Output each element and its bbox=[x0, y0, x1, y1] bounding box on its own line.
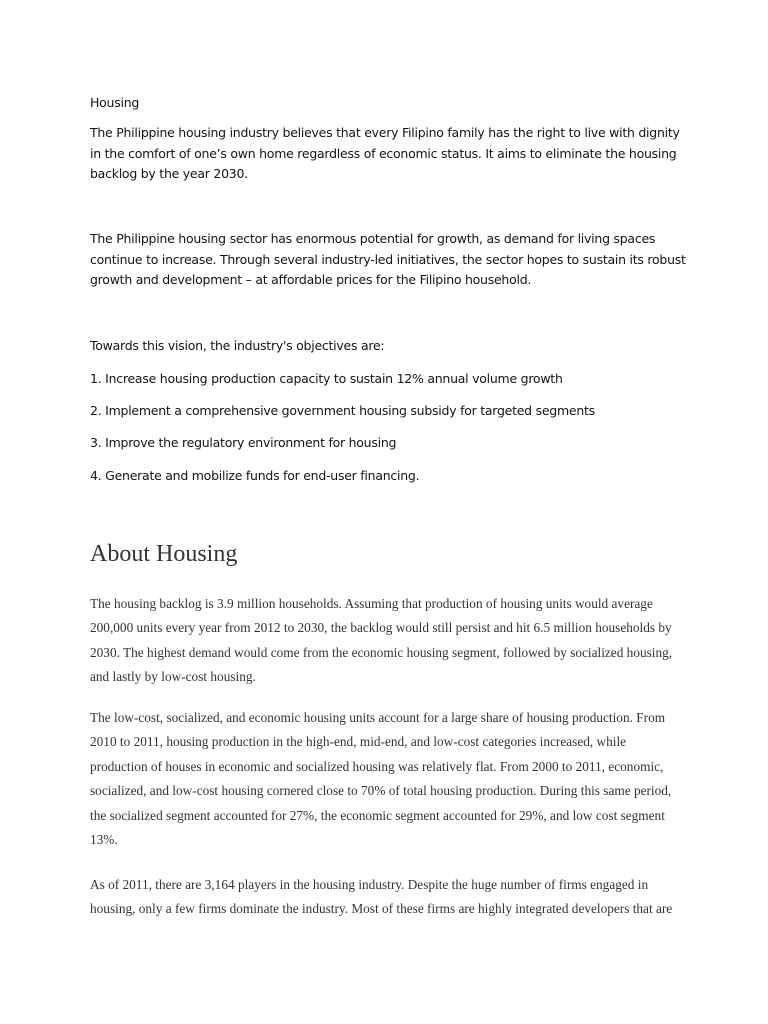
objective-item: 2. Implement a comprehensive government housing subsidy for targeted segments bbox=[90, 403, 595, 418]
objective-item: 4. Generate and mobilize funds for end-user financing. bbox=[90, 468, 420, 483]
objectives-intro: Towards this vision, the industry's objectives are: bbox=[90, 338, 385, 353]
objective-item: 1. Increase housing production capacity to sustain 12% annual volume growth bbox=[90, 371, 563, 386]
about-paragraph: The low-cost, socialized, and economic housing units account for a large share of housing production. From 2010 to 2011, housing production in the high-end, mid-end, and low-cost categories increased, while production of houses in economic and socialized housing was relatively flat. From 2000 to 2011, economic, socialized, and low-cost housing cornered close to 70% of total housing production. During this same period, the socialized segment accounted for 27%, the economic segment accounted for 29%, and low cost segment 13%. bbox=[90, 710, 672, 848]
about-paragraph: As of 2011, there are 3,164 players in the housing industry. Despite the huge number of firms engaged in housing, only a few firms dominate the industry. Most of these firms are highly integrated developers that are bbox=[90, 877, 673, 917]
about-title: About Housing bbox=[90, 541, 238, 567]
growth-paragraph: The Philippine housing sector has enormous potential for growth, as demand for living spaces continue to increase. Through several industry-led initiatives, the sector hopes to sustain its robust growth and development – at affordable prices for the Filipino household. bbox=[90, 231, 686, 287]
objective-item: 3. Improve the regulatory environment for housing bbox=[90, 435, 397, 450]
intro-paragraph: The Philippine housing industry believes that every Filipino family has the right to live with dignity in the comfort of one’s own home regardless of economic status. It aims to eliminate the housing backlog by the year 2030. bbox=[90, 125, 680, 181]
section-heading: Housing bbox=[90, 95, 140, 110]
about-paragraph: The housing backlog is 3.9 million households. Assuming that production of housing units would average 200,000 units every year from 2012 to 2030, the backlog would still persist and hit 6.5 million households by 2030. The highest demand would come from the economic housing segment, followed by socialized housing, and lastly by low-cost housing. bbox=[90, 596, 673, 685]
